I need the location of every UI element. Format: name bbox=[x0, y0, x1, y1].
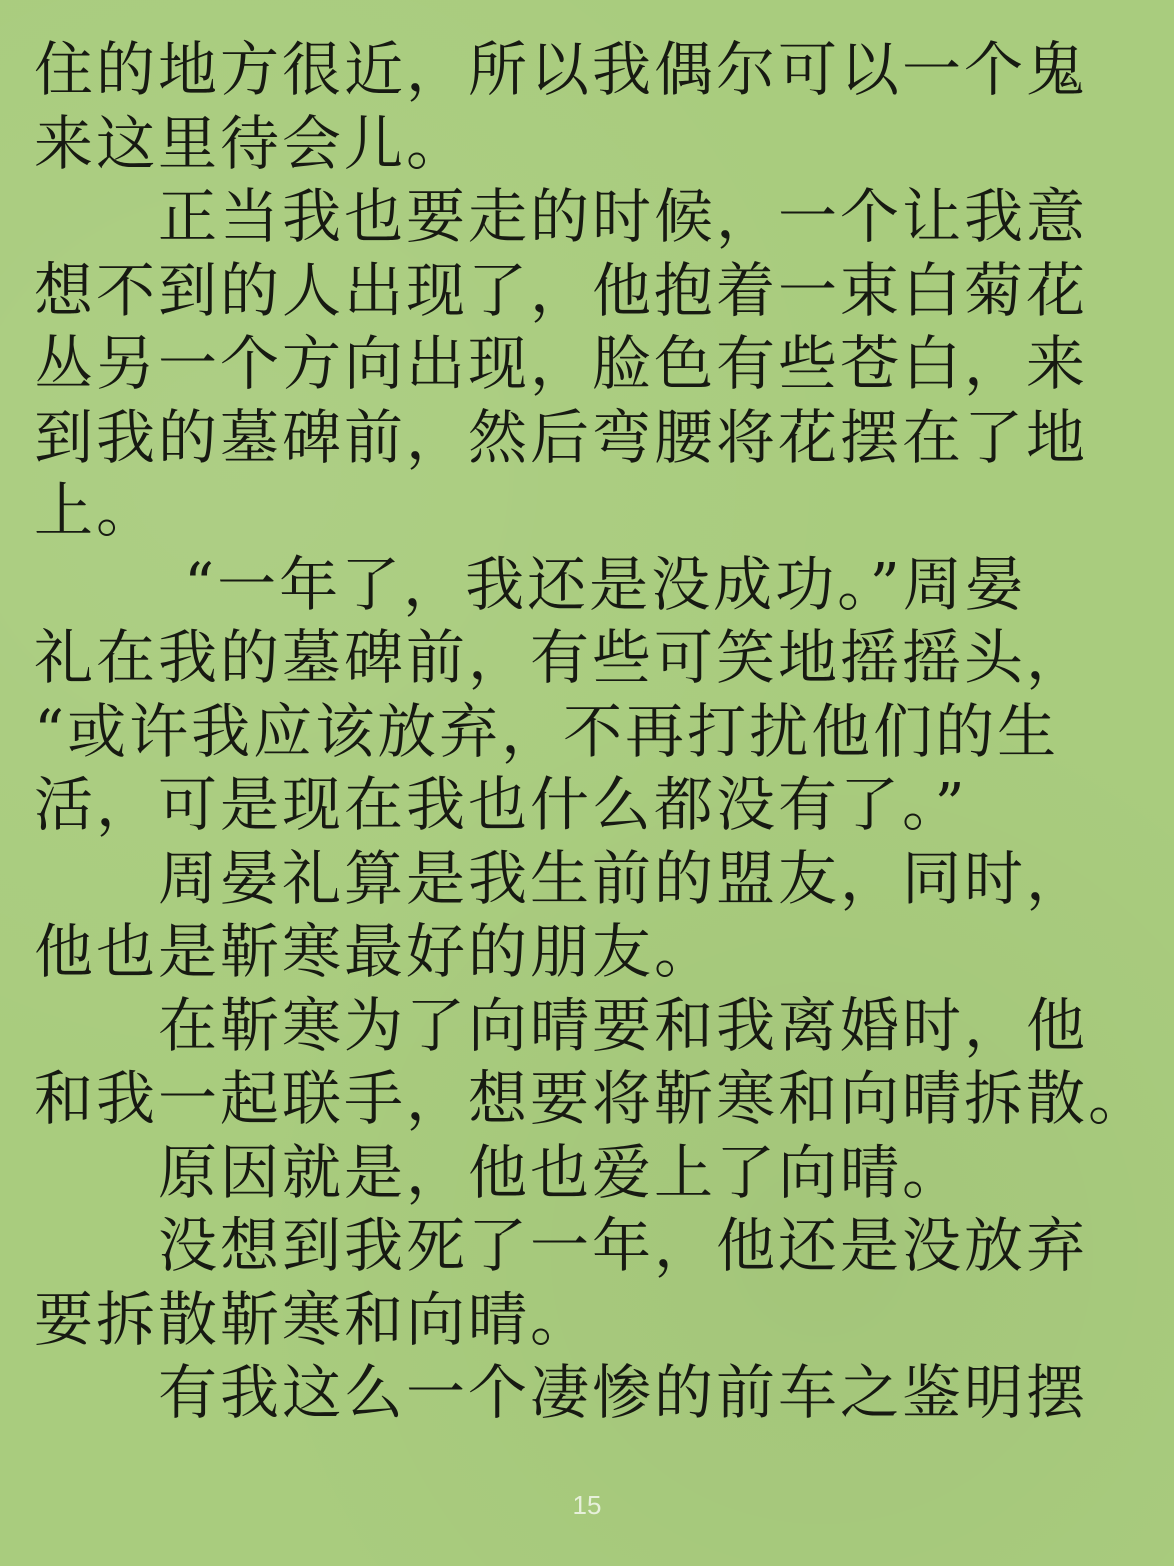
text-line: 到我的墓碑前，然后弯腰将花摆在了地 bbox=[34, 402, 1089, 472]
text-line: 上。 bbox=[34, 476, 159, 545]
text-line: “一年了，我还是没成功。”周晏 bbox=[184, 549, 1027, 619]
text-line: 想不到的人出现了，他抱着一束白菊花 bbox=[34, 255, 1089, 325]
text-line: 有我这么一个凄惨的前车之鉴明摆 bbox=[158, 1358, 1089, 1427]
text-line: 没想到我死了一年，他还是没放弃 bbox=[158, 1211, 1089, 1280]
text-line: 和我一起联手，想要将靳寒和向晴拆散。 bbox=[34, 1064, 1151, 1133]
text-line: 在靳寒为了向晴要和我离婚时，他 bbox=[158, 990, 1089, 1060]
text-line: 来这里待会儿。 bbox=[34, 108, 469, 178]
page-number: 15 bbox=[572, 1490, 602, 1520]
body-text bbox=[34, 33, 1151, 1430]
text-line: 原因就是，他也爱上了向晴。 bbox=[158, 1137, 965, 1207]
text-line: 要拆散靳寒和向晴。 bbox=[34, 1284, 593, 1354]
text-line: 周晏礼算是我生前的盟友，同时， bbox=[158, 843, 1089, 913]
text-line: 礼在我的墓碑前，有些可笑地摇摇头， bbox=[34, 623, 1089, 692]
text-line: 正当我也要走的时候，一个让我意 bbox=[158, 182, 1089, 251]
text-line: 住的地方很近，所以我偶尔可以一个鬼 bbox=[34, 35, 1089, 104]
text-line: 他也是靳寒最好的朋友。 bbox=[34, 917, 717, 986]
text-line: 丛另一个方向出现，脸色有些苍白，来 bbox=[34, 329, 1089, 398]
text-line: 活，可是现在我也什么都没有了。” bbox=[34, 770, 968, 839]
text-line: “或许我应该放弃，不再打扰他们的生 bbox=[34, 696, 1060, 766]
